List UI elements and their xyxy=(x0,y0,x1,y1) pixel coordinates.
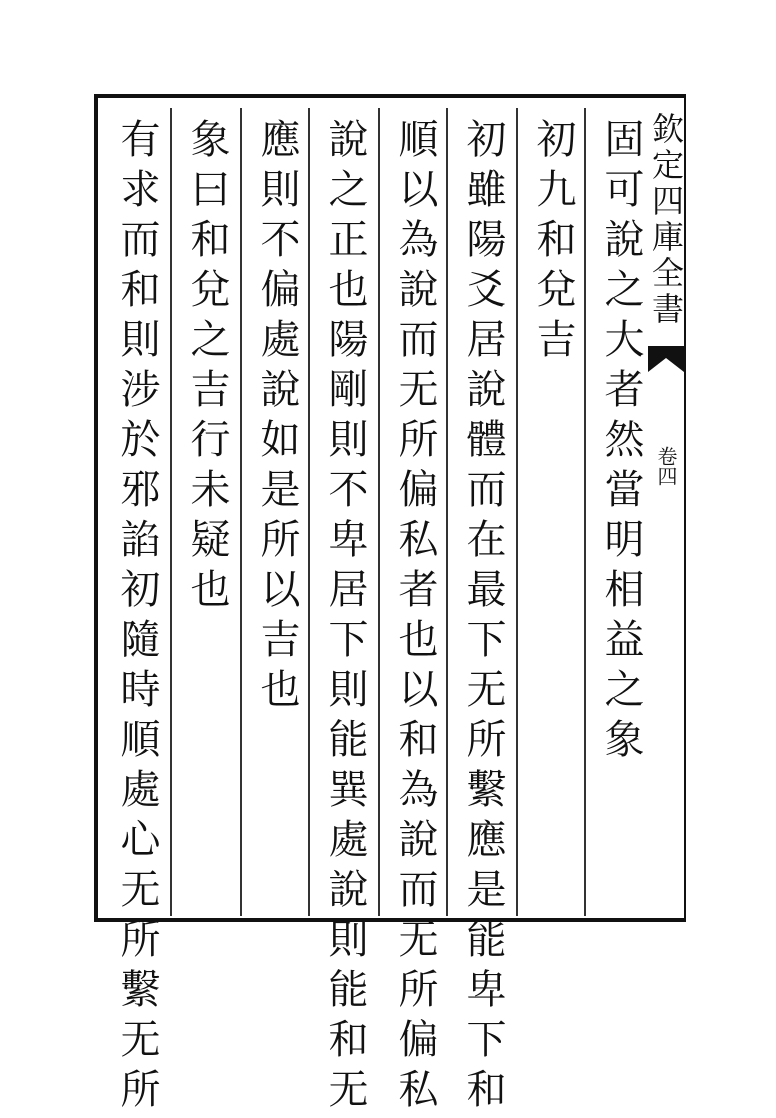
column-rule xyxy=(584,108,586,916)
column-rule xyxy=(516,108,518,916)
text-column-6: 應則不偏處說如是所以吉也 xyxy=(254,118,300,718)
margin-book-title: 欽定四庫全書 xyxy=(647,112,685,328)
text-column-7: 象曰和兌之吉行未疑也 xyxy=(184,118,230,618)
text-column-1: 固可說之大者然當明相益之象 xyxy=(598,118,644,768)
column-rule xyxy=(378,108,380,916)
text-column-3: 初雖陽爻居說體而在最下无所繫應是能卑下和 xyxy=(460,118,506,1118)
fishtail-mark-icon xyxy=(646,344,686,374)
frame-top-border xyxy=(94,94,684,98)
column-rule xyxy=(240,108,242,916)
text-column-4: 順以為說而无所偏私者也以和為說而无所偏私 xyxy=(392,118,438,1118)
frame-left-border xyxy=(94,94,98,922)
column-rule xyxy=(170,108,172,916)
margin-volume-number: 卷四 xyxy=(654,446,678,486)
text-column-8: 有求而和則涉於邪諂初隨時順處心无所繫无所 xyxy=(114,118,160,1118)
column-rule xyxy=(308,108,310,916)
column-rule xyxy=(446,108,448,916)
text-column-2: 初九和兌吉 xyxy=(530,118,576,368)
text-column-5: 說之正也陽剛則不卑居下則能巽處說則能和无 xyxy=(322,118,368,1118)
